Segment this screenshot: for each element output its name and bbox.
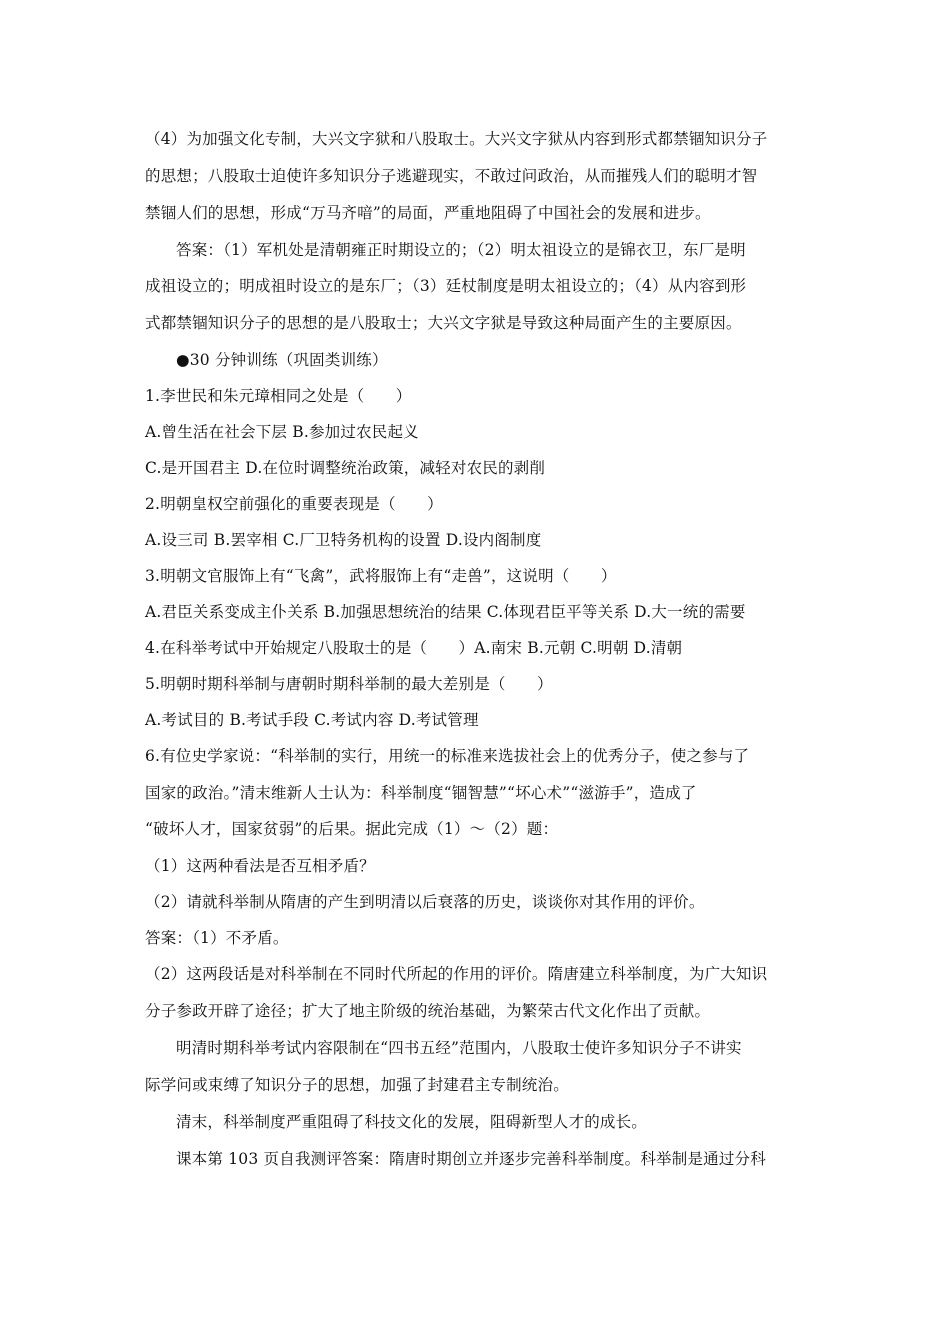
question-line: 3.明朝文官服饰上有“飞禽”，武将服饰上有“走兽”，这说明（ ） <box>145 567 617 585</box>
question-line: 2.明朝皇权空前强化的重要表现是（ ） <box>145 495 443 513</box>
text-line: （2）请就科举制从隋唐的产生到明清以后衰落的历史，谈谈你对其作用的评价。 <box>145 893 705 911</box>
answer-line: 答案：（1）不矛盾。 <box>145 929 289 947</box>
text-line: 国家的政治。”清末维新人士认为：科举制度“锢智慧”“坏心术”“滋游手”，造成了 <box>145 784 697 802</box>
text-line: （4）为加强文化专制，大兴文字狱和八股取士。大兴文字狱从内容到形式都禁锢知识分子 <box>145 130 768 148</box>
section-heading: ●30 分钟训练（巩固类训练） <box>176 351 388 369</box>
answer-line: 课本第 103 页自我测评答案：隋唐时期创立并逐步完善科举制度。科举制是通过分科 <box>176 1150 766 1168</box>
option-line: A.设三司 B.罢宰相 C.厂卫特务机构的设置 D.设内阁制度 <box>145 531 542 549</box>
option-line: A.君臣关系变成主仆关系 B.加强思想统治的结果 C.体现君臣平等关系 D.大一统的需要 <box>145 603 746 621</box>
answer-line: 分子参政开辟了途径；扩大了地主阶级的统治基础，为繁荣古代文化作出了贡献。 <box>145 1002 711 1020</box>
answer-line: 清末，科举制度严重阻碍了科技文化的发展，阻碍新型人才的成长。 <box>176 1113 648 1131</box>
question-line: 6.有位史学家说：“科举制的实行，用统一的标准来选拔社会上的优秀分子，使之参与了 <box>145 747 750 765</box>
text-line: （1）这两种看法是否互相矛盾？ <box>145 857 375 875</box>
option-line: A.曾生活在社会下层 B.参加过农民起义 <box>145 423 419 441</box>
text-line: 的思想；八股取士迫使许多知识分子逃避现实，不敢过问政治，从而摧残人们的聪明才智 <box>145 167 758 185</box>
option-line: C.是开国君主 D.在位时调整统治政策，减轻对农民的剥削 <box>145 459 546 477</box>
option-line: A.考试目的 B.考试手段 C.考试内容 D.考试管理 <box>145 711 479 729</box>
text-line: “破坏人才，国家贫弱”的后果。据此完成（1）～（2）题： <box>145 820 559 838</box>
text-line: 成祖设立的；明成祖时设立的是东厂；（3）廷杖制度是明太祖设立的；（4）从内容到形 <box>145 277 747 295</box>
text-line: 禁锢人们的思想，形成“万马齐喑”的局面，严重地阻碍了中国社会的发展和进步。 <box>145 204 711 222</box>
question-line: 1.李世民和朱元璋相同之处是（ ） <box>145 387 412 405</box>
question-line: 4.在科举考试中开始规定八股取士的是（ ）A.南宋 B.元朝 C.明朝 D.清朝 <box>145 639 683 657</box>
text-line: 答案：（1）军机处是清朝雍正时期设立的；（2）明太祖设立的是锦衣卫，东厂是明 <box>176 241 746 259</box>
question-line: 5.明朝时期科举制与唐朝时期科举制的最大差别是（ ） <box>145 675 553 693</box>
answer-line: 明清时期科举考试内容限制在“四书五经”范围内，八股取士使许多知识分子不讲实 <box>176 1039 742 1057</box>
answer-line: 际学问或束缚了知识分子的思想，加强了封建君主专制统治。 <box>145 1076 569 1094</box>
answer-line: （2）这两段话是对科举制在不同时代所起的作用的评价。隋唐建立科举制度，为广大知识 <box>145 965 768 983</box>
text-line: 式都禁锢知识分子的思想的是八股取士；大兴文字狱是导致这种局面产生的主要原因。 <box>145 314 742 332</box>
